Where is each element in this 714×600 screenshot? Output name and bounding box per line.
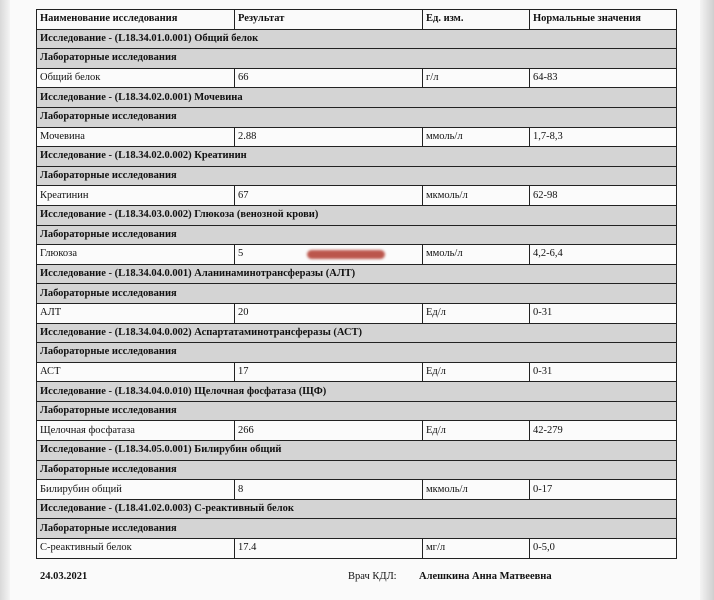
cell-result: [235, 480, 423, 500]
results-body: [37, 29, 677, 558]
lab-label-row: [37, 460, 677, 480]
section-title-row: [37, 29, 677, 49]
lab-results-table: [36, 9, 677, 559]
lab-label-row: [37, 107, 677, 127]
cell-name: Глюкоза: [37, 245, 235, 265]
cell-unit: Ед/л: [423, 303, 530, 323]
cell-norm: 42-279: [530, 421, 677, 441]
section-title-row: [37, 88, 677, 108]
section-title-row: [37, 264, 677, 284]
result-value: 17: [238, 365, 249, 377]
doctor-role-label: Врач КДЛ:: [348, 571, 397, 582]
section-title: Исследование - (L18.34.04.0.002) Аспартатаминотрансферазы (АСТ): [37, 323, 677, 343]
cell-unit: ммоль/л: [423, 127, 530, 147]
cell-name: АЛТ: [37, 303, 235, 323]
lab-label: Лабораторные исследования: [37, 401, 677, 421]
cell-result: [235, 303, 423, 323]
cell-unit: мкмоль/л: [423, 480, 530, 500]
cell-name: Щелочная фосфатаза: [37, 421, 235, 441]
cell-norm: 64-83: [530, 68, 677, 88]
doctor-name: Алешкина Анна Матвеевна: [419, 571, 552, 582]
table-header-row: [37, 10, 677, 30]
result-value: 67: [238, 189, 249, 201]
lab-label-row: [37, 225, 677, 245]
section-title: Исследование - (L18.34.05.0.001) Билирубин общий: [37, 441, 677, 461]
lab-label-row: [37, 284, 677, 304]
header-unit: Ед. изм.: [423, 10, 530, 30]
lab-label: Лабораторные исследования: [37, 343, 677, 363]
header-name: Наименование исследования: [37, 10, 235, 30]
section-title-row: [37, 441, 677, 461]
result-value: 2.88: [238, 130, 257, 142]
cell-result: [235, 245, 423, 265]
cell-norm: 0-31: [530, 362, 677, 382]
section-title: Исследование - (L18.34.04.0.010) Щелочная фосфатаза (ЩФ): [37, 382, 677, 402]
cell-unit: ммоль/л: [423, 245, 530, 265]
table-row: [37, 186, 677, 206]
table-row: [37, 68, 677, 88]
cell-norm: 4,2-6,4: [530, 245, 677, 265]
cell-result: [235, 421, 423, 441]
result-value: 66: [238, 72, 249, 84]
cell-result: [235, 362, 423, 382]
lab-label-row: [37, 343, 677, 363]
redaction-mark: [307, 250, 385, 259]
section-title: Исследование - (L18.34.02.0.002) Креатинин: [37, 147, 677, 167]
cell-name: С-реактивный белок: [37, 539, 235, 559]
page-shadow-right: [700, 0, 714, 600]
cell-unit: г/л: [423, 68, 530, 88]
section-title: Исследование - (L18.34.03.0.002) Глюкоза (венозной крови): [37, 205, 677, 225]
cell-norm: 1,7-8,3: [530, 127, 677, 147]
cell-unit: Ед/л: [423, 421, 530, 441]
header-result: Результат: [235, 10, 423, 30]
section-title-row: [37, 147, 677, 167]
table-row: [37, 421, 677, 441]
cell-unit: мг/л: [423, 539, 530, 559]
lab-label-row: [37, 166, 677, 186]
lab-label: Лабораторные исследования: [37, 107, 677, 127]
result-value: 266: [238, 424, 254, 436]
section-title: Исследование - (L18.34.04.0.001) Аланинаминотрансферазы (АЛТ): [37, 264, 677, 284]
cell-name: Мочевина: [37, 127, 235, 147]
page-shadow-left: [0, 0, 10, 600]
result-value: 5: [238, 248, 244, 260]
table-row: [37, 362, 677, 382]
section-title-row: [37, 205, 677, 225]
cell-result: [235, 186, 423, 206]
cell-result: [235, 68, 423, 88]
header-norm: Нормальные значения: [530, 10, 677, 30]
section-title: Исследование - (L18.34.01.0.001) Общий белок: [37, 29, 677, 49]
section-title: Исследование - (L18.34.02.0.001) Мочевина: [37, 88, 677, 108]
table-row: [37, 303, 677, 323]
lab-label-row: [37, 401, 677, 421]
section-title-row: [37, 382, 677, 402]
result-value: 17.4: [238, 542, 257, 554]
table-row: [37, 480, 677, 500]
lab-label-row: [37, 519, 677, 539]
cell-norm: 62-98: [530, 186, 677, 206]
cell-unit: Ед/л: [423, 362, 530, 382]
result-value: 8: [238, 483, 244, 495]
cell-result: [235, 539, 423, 559]
section-title: Исследование - (L18.41.02.0.003) С-реактивный белок: [37, 499, 677, 519]
report-date: 24.03.2021: [40, 571, 88, 582]
lab-label-row: [37, 49, 677, 69]
cell-result: [235, 127, 423, 147]
section-title-row: [37, 499, 677, 519]
cell-name: Билирубин общий: [37, 480, 235, 500]
cell-norm: 0-31: [530, 303, 677, 323]
cell-name: АСТ: [37, 362, 235, 382]
cell-name: Общий белок: [37, 68, 235, 88]
lab-label: Лабораторные исследования: [37, 225, 677, 245]
table-row: [37, 539, 677, 559]
lab-label: Лабораторные исследования: [37, 49, 677, 69]
lab-label: Лабораторные исследования: [37, 166, 677, 186]
result-value: 20: [238, 307, 249, 319]
cell-name: Креатинин: [37, 186, 235, 206]
cell-norm: 0-5,0: [530, 539, 677, 559]
table-row: [37, 245, 677, 265]
lab-label: Лабораторные исследования: [37, 519, 677, 539]
cell-unit: мкмоль/л: [423, 186, 530, 206]
section-title-row: [37, 323, 677, 343]
lab-label: Лабораторные исследования: [37, 284, 677, 304]
cell-norm: 0-17: [530, 480, 677, 500]
table-row: [37, 127, 677, 147]
lab-label: Лабораторные исследования: [37, 460, 677, 480]
